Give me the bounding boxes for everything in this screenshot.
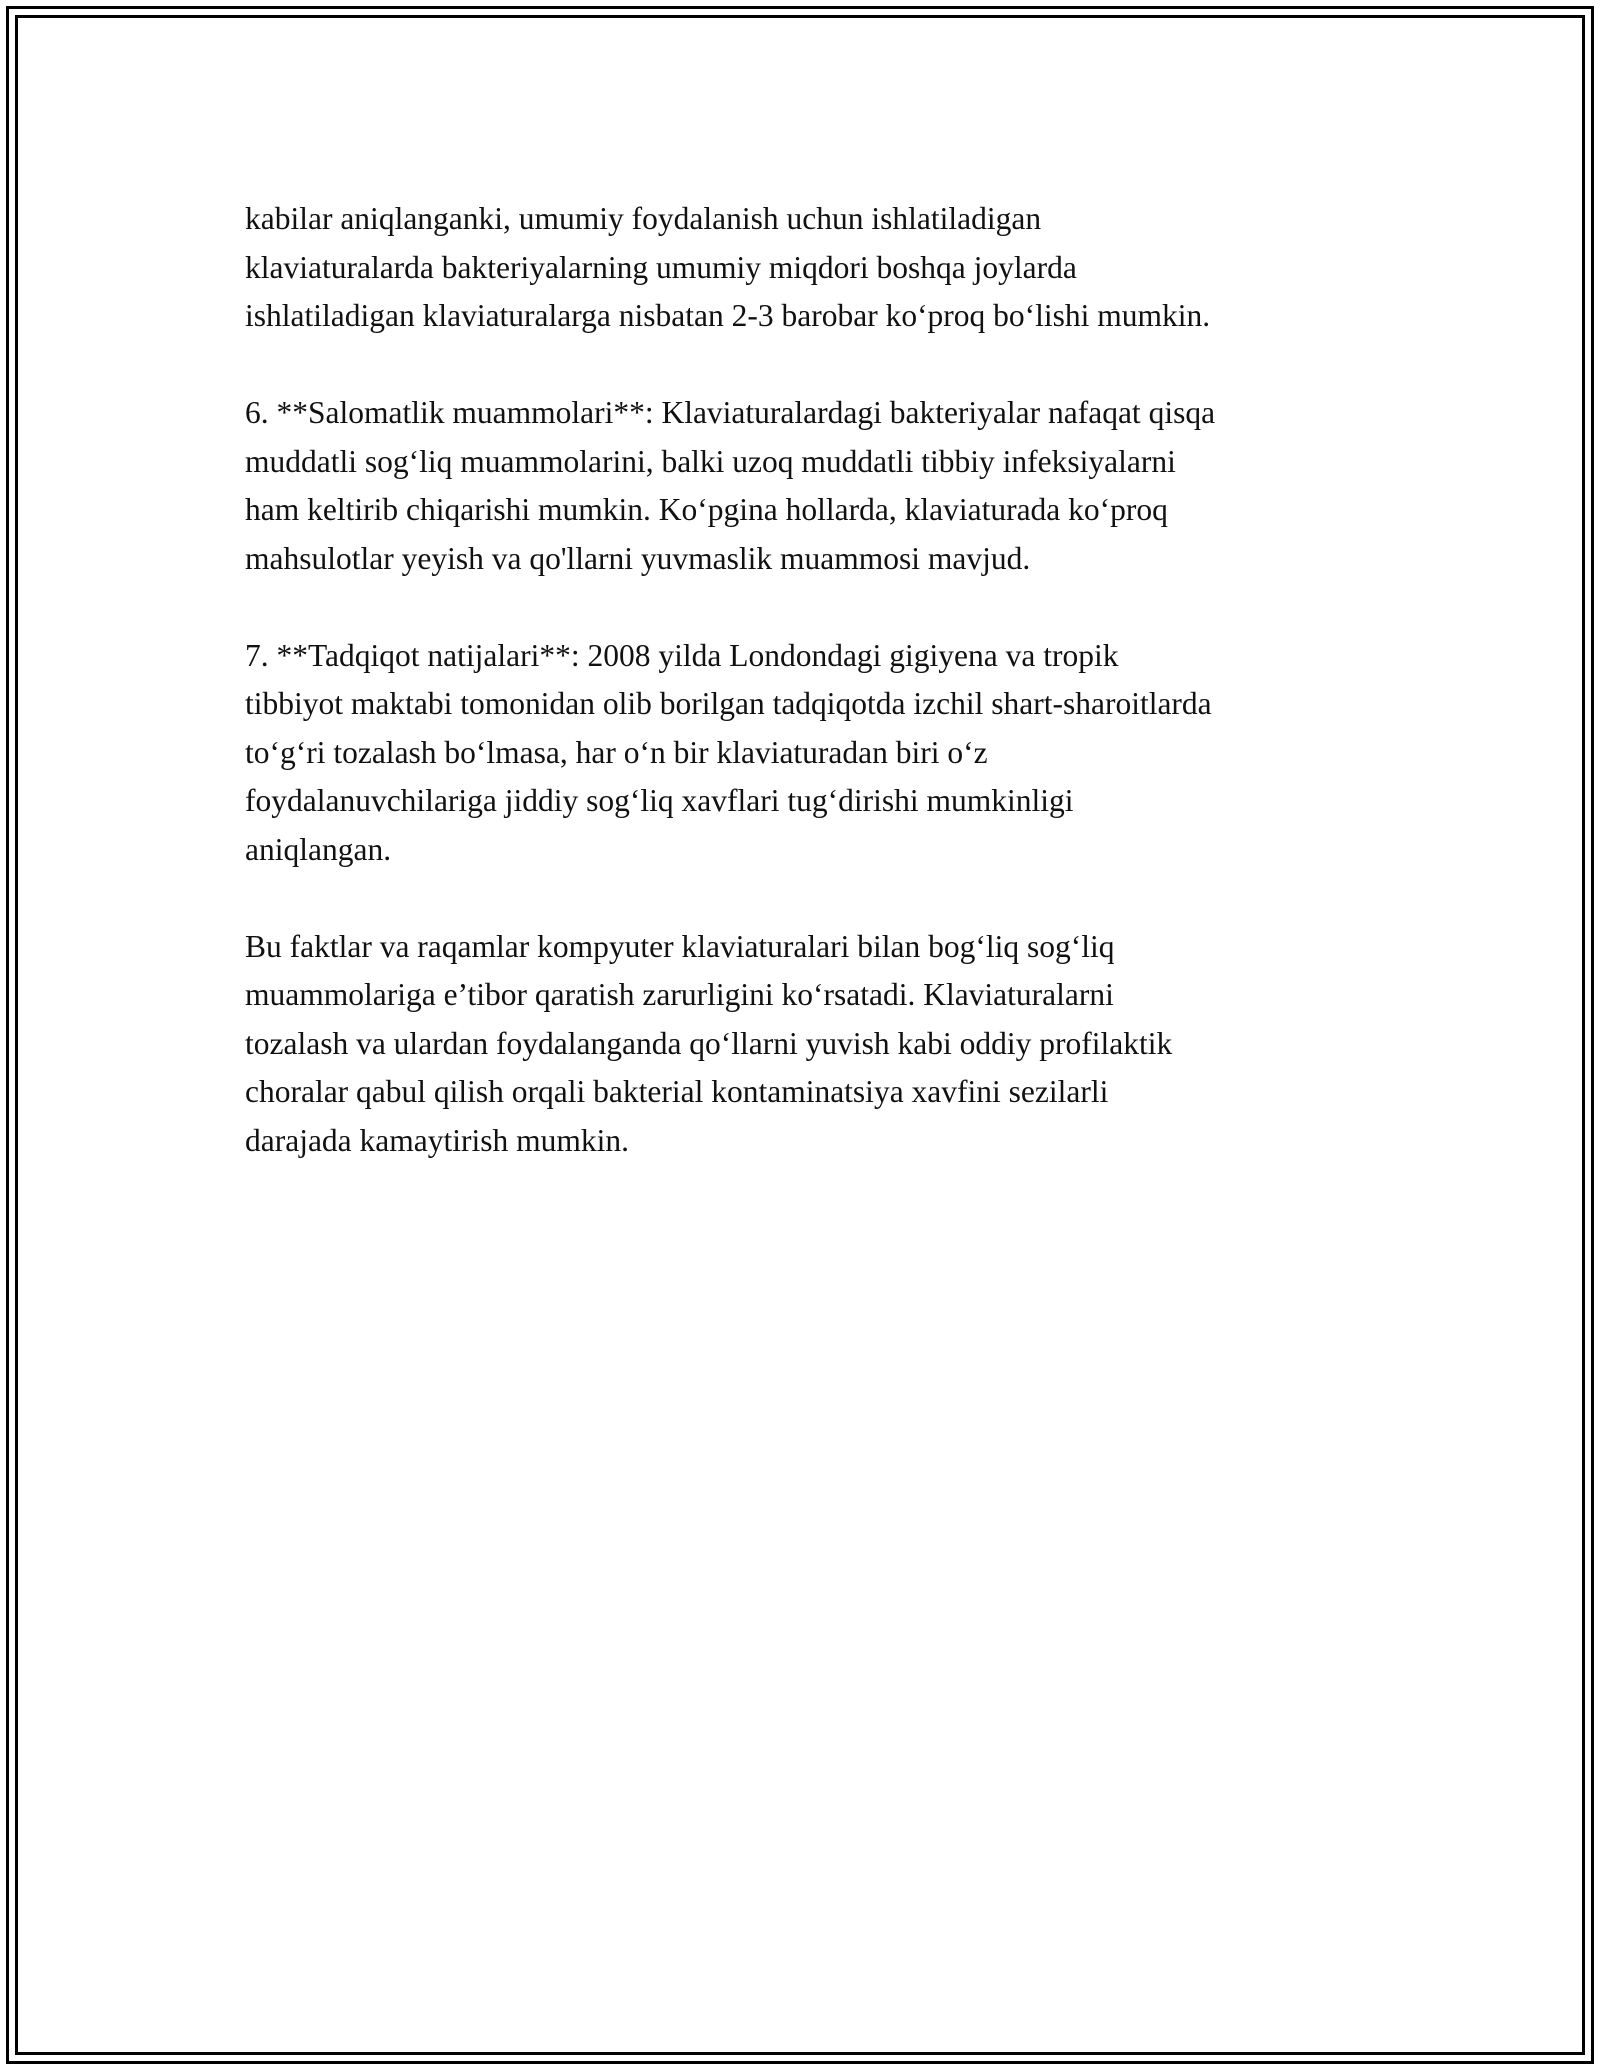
text-line: muammolariga e’tibor qaratish zarurligini koʻrsatadi. Klaviaturalarni bbox=[245, 977, 1114, 1012]
text-line: klaviaturalarda bakteriyalarning umumiy miqdori boshqa joylarda bbox=[245, 249, 1077, 285]
text-line: ham keltirib chiqarishi mumkin. Koʻpgina hollarda, klaviaturada koʻproq bbox=[245, 492, 1168, 527]
text-line: ishlatiladigan klaviaturalarga nisbatan 2-3 barobar koʻproq boʻlishi mumkin. bbox=[245, 298, 1211, 333]
text-line: toʻgʻri tozalash boʻlmasa, har oʻn bir klaviaturadan biri oʻz bbox=[245, 734, 988, 770]
paragraph-item-6 bbox=[245, 389, 1395, 583]
text-line: muddatli sogʻliq muammolarini, balki uzoq muddatli tibbiy infeksiyalarni bbox=[245, 443, 1176, 479]
paragraph-conclusion bbox=[245, 923, 1395, 1166]
text-line: mahsulotlar yeyish va qo'llarni yuvmaslik muammosi mavjud. bbox=[245, 540, 1031, 576]
text-line: kabilar aniqlanganki, umumiy foydalanish uchun ishlatiladigan bbox=[245, 201, 1042, 236]
text-line: tibbiyot maktabi tomonidan olib borilgan tadqiqotda izchil shart-sharoitlarda bbox=[245, 686, 1212, 721]
document-body bbox=[245, 195, 1395, 1214]
text-line: 6. **Salomatlik muammolari**: Klaviaturalardagi bakteriyalar nafaqat qisqa bbox=[245, 395, 1216, 430]
paragraph-item-7 bbox=[245, 632, 1395, 875]
text-line: tozalash va ulardan foydalanganda qoʻllarni yuvish kabi oddiy profilaktik bbox=[245, 1025, 1173, 1061]
text-line: darajada kamaytirish mumkin. bbox=[245, 1122, 630, 1158]
paragraph-intro-continuation bbox=[245, 195, 1395, 341]
page-frame bbox=[6, 6, 1594, 2064]
text-line: Bu faktlar va raqamlar kompyuter klaviaturalari bilan bogʻliq sogʻliq bbox=[245, 928, 1115, 964]
text-line: choralar qabul qilish orqali bakterial kontaminatsiya xavfini sezilarli bbox=[245, 1074, 1109, 1109]
text-line: aniqlangan. bbox=[245, 831, 392, 867]
text-line: foydalanuvchilariga jiddiy sogʻliq xavflari tugʻdirishi mumkinligi bbox=[245, 783, 1074, 818]
text-line: 7. **Tadqiqot natijalari**: 2008 yilda Londondagi gigiyena va tropik bbox=[245, 637, 1119, 673]
